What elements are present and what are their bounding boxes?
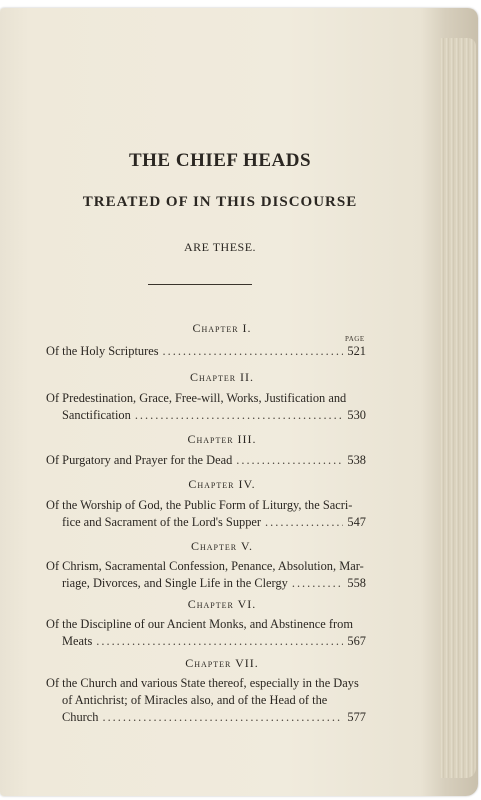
page-number: 538 [347, 453, 366, 467]
leader-dots [236, 452, 343, 469]
entry-text: Of the Holy Scriptures [46, 344, 159, 358]
leader-dots [102, 709, 343, 726]
leader-dots [292, 575, 344, 592]
toc-entry [46, 497, 366, 531]
page-number: 577 [347, 710, 366, 724]
chapter-heading: Chapter IV. [188, 477, 256, 491]
page-number: 521 [347, 344, 366, 358]
toc-entry [46, 390, 366, 424]
toc-entry [46, 616, 366, 650]
page-subtitle: TREATED OF IN THIS DISCOURSE [82, 194, 358, 210]
leader-dots [135, 407, 344, 424]
page-number: 530 [347, 408, 366, 422]
page-subtitle-2: ARE THESE. [183, 240, 257, 254]
entry-text: Of Chrism, Sacramental Confession, Penance, Absolution, Mar- [46, 559, 364, 573]
entry-text: Church [62, 710, 99, 724]
leader-dots [163, 343, 344, 360]
entry-text: Of the Church and various State thereof, especially in the Days [46, 676, 359, 690]
entry-text: Of the Discipline of our Ancient Monks, and Abstinence from [46, 617, 353, 631]
entry-text: of Antichrist; of Miracles also, and of the Head of the [62, 693, 328, 707]
toc-entry [46, 452, 366, 469]
entry-text: riage, Divorces, and Single Life in the Clergy [62, 576, 288, 590]
entry-text: Of Purgatory and Prayer for the Dead [46, 453, 233, 467]
page-number: 558 [347, 576, 366, 590]
leader-dots [265, 514, 343, 531]
chapter-heading: Chapter VI. [187, 597, 257, 611]
leader-dots [96, 633, 343, 650]
entry-text: Of the Worship of God, the Public Form of Liturgy, the Sacri- [46, 498, 353, 512]
page-number: 547 [347, 515, 366, 529]
chapter-heading: Chapter II. [189, 370, 255, 384]
toc-entry [46, 558, 366, 592]
chapter-heading: Chapter III. [187, 432, 257, 446]
page-column-label: PAGE [345, 335, 365, 343]
entry-text: Sanctification [62, 408, 131, 422]
toc-entry [46, 343, 366, 360]
title-divider [148, 284, 252, 285]
entry-text: fice and Sacrament of the Lord's Supper [62, 515, 262, 529]
page-edges [440, 38, 476, 778]
book-page [0, 8, 478, 796]
toc-entry [46, 675, 366, 726]
chapter-heading: Chapter V. [190, 539, 254, 553]
contents-page [0, 8, 440, 796]
page-number: 567 [347, 634, 366, 648]
entry-text: Meats [62, 634, 93, 648]
entry-text: Of Predestination, Grace, Free-will, Works, Justification and [46, 391, 347, 405]
page-title: THE CHIEF HEADS [128, 150, 312, 171]
chapter-heading: Chapter I. [192, 321, 252, 335]
chapter-heading: Chapter VII. [185, 656, 259, 670]
